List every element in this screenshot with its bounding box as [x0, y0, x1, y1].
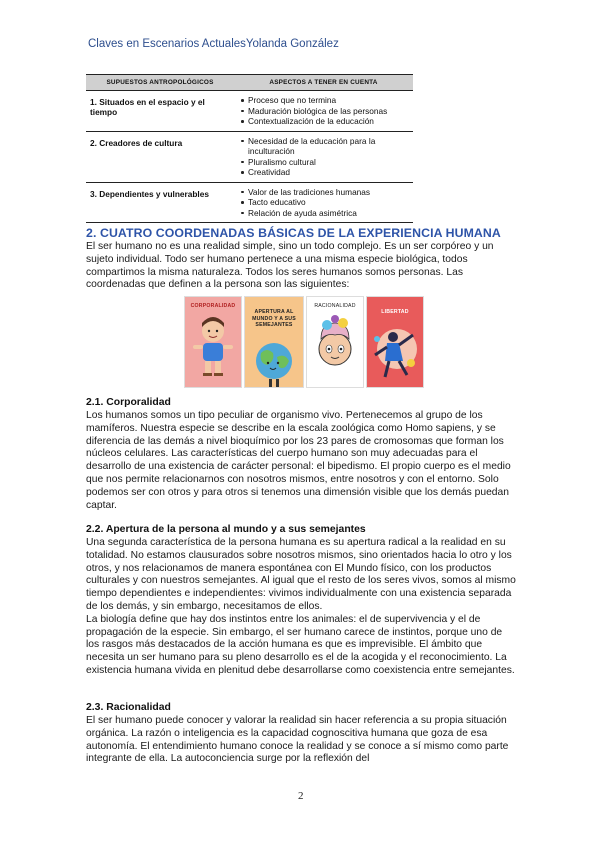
section-intro — [86, 241, 516, 292]
paragraph: La biología define que hay dos instintos entre los animales: el de supervivencia y el de propagación de la especie. Sin embargo, el ser humano carece de instintos, porque uno de los rasgos más destacados de la acción humana es que es imprevisible. El ámbito que necesita un ser humano para su pleno desarrollo es el de la acogida y el reconocimiento. La existencia humana vivida en plenitud debe desarrollarse como coexistencia entre semejantes. — [86, 613, 515, 676]
list-item: Valor de las tradiciones humanas — [248, 187, 409, 198]
table-row — [86, 91, 413, 132]
list-item: Maduración biológica de las personas — [248, 106, 409, 117]
card-libertad — [366, 296, 424, 388]
list-item: Proceso que no termina — [248, 95, 409, 106]
running-header: Claves en Escenarios ActualesYolanda González — [88, 38, 339, 50]
table-cell-supuesto: 1. Situados en el espacio y el tiempo — [86, 91, 234, 132]
table-cell-aspectos — [234, 91, 413, 132]
table-cell-aspectos — [234, 131, 413, 182]
card-corporalidad — [184, 296, 242, 388]
table-cell-supuesto: 3. Dependientes y vulnerables — [86, 182, 234, 223]
subsection-heading-2-1: 2.1. Corporalidad — [86, 397, 171, 408]
figure-illustration-icon — [367, 319, 423, 388]
list-item: Pluralismo cultural — [248, 157, 409, 168]
coordinates-cards — [184, 296, 418, 390]
page-number: 2 — [298, 790, 304, 802]
subsection-heading-2-2: 2.2. Apertura de la persona al mundo y a sus semejantes — [86, 524, 366, 535]
subsection-heading-2-3: 2.3. Racionalidad — [86, 702, 171, 713]
table-cell-supuesto: 2. Creadores de cultura — [86, 131, 234, 182]
subsection-body-2-3 — [86, 715, 516, 766]
card-racionalidad — [306, 296, 364, 388]
card-title: APERTURA AL MUNDO Y A SUS SEMEJANTES — [252, 309, 296, 328]
globe-illustration-icon — [245, 333, 303, 388]
list-item: Creatividad — [248, 167, 409, 178]
card-title: LIBERTAD — [381, 309, 409, 315]
section-heading: 2. CUATRO COORDENADAS BÁSICAS DE LA EXPERIENCIA HUMANA — [86, 226, 501, 240]
list-item: Necesidad de la educación para la inculturación — [248, 136, 409, 157]
card-title: RACIONALIDAD — [314, 303, 356, 309]
paragraph: Los humanos somos un tipo peculiar de organismo vivo. Pertenecemos al grupo de los mamíferos. Nuestra especie se describe en la escala zoológica como Homo sapiens, y se diferencia de las demás a nivel bioquímico por los 23 pares de cromosomas que forman los núcleos celulares. Las características del cuerpo humano son muy adecuadas para el desarrollo de una existencia de carácter personal: el bipedismo. El propio cuerpo es el medio que nos permite relacionarnos con nosotros mismos, entre nosotros y con el entorno. Solo podemos ser con otros y para otros si tenemos una dimensión visible que los demás puedan captar. — [86, 410, 511, 511]
child-illustration-icon — [185, 309, 241, 388]
list-item: Contextualización de la educación — [248, 116, 409, 127]
subsection-body-2-2 — [86, 537, 516, 678]
bullet-list — [238, 136, 409, 178]
bullet-list — [238, 95, 409, 127]
table-header-row — [86, 75, 413, 91]
intro-paragraph: El ser humano no es una realidad simple, sino un todo complejo. Es un ser corpóreo y un sujeto individual. Todo ser humano pertenece a una misma especie biológica, todos compartimos la misma naturaleza. Todos los seres humanos somos personas. Las coordenadas que definen a la persona son las siguientes: — [86, 241, 494, 291]
table-header-right: ASPECTOS A TENER EN CUENTA — [234, 75, 413, 91]
paragraph: Una segunda característica de la persona humana es su apertura radical a la realidad en su totalidad. No estamos clausurados sobre nosotros mismos, sino orientados hacia lo otro y los otros, y nos relacionamos de manera espontánea con El Mundo físico, con los productos culturales y con nuestros semejantes. Al igual que el resto de los seres vivos, somos al mismo tiempo dependientes e independientes: vivimos individualmente con una existencia separada de los demás, y sin embargo, necesitamos de ellos. — [86, 537, 516, 612]
anthropological-table — [86, 74, 413, 223]
list-item: Tacto educativo — [248, 197, 409, 208]
table-cell-aspectos — [234, 182, 413, 223]
table-row — [86, 131, 413, 182]
card-title: CORPORALIDAD — [190, 303, 236, 309]
brain-head-icon — [307, 309, 363, 388]
list-item: Relación de ayuda asimétrica — [248, 208, 409, 219]
paragraph: El ser humano puede conocer y valorar la realidad sin hacer referencia a su propia situación orgánica. La razón o inteligencia es la capacidad cognoscitiva humana que goza de esa autonomía. El entendimiento humano conoce la realidad y se conoce a sí mismo como parte integrante de ella. La autoconciencia surge por la reflexión del — [86, 715, 509, 765]
card-apertura — [244, 296, 304, 388]
subsection-body-2-1 — [86, 410, 516, 512]
bullet-list — [238, 187, 409, 219]
table-header-left: SUPUESTOS ANTROPOLÓGICOS — [86, 75, 234, 91]
table-row — [86, 182, 413, 223]
